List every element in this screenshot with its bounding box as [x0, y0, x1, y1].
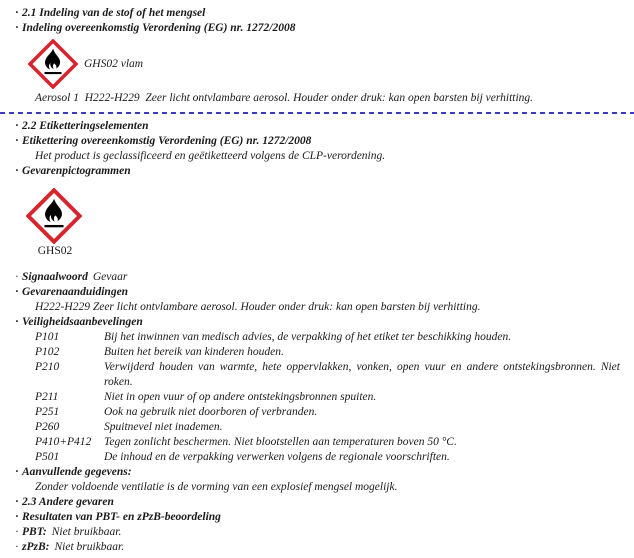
hazard-statement: H222-H229 Zeer licht ontvlambare aerosol. Houder onder druk: kan open barsten bij verhitting.: [35, 301, 481, 313]
bullet-marker: ·: [15, 466, 19, 478]
bullet-marker: ·: [15, 120, 19, 132]
additional-info-note: Zonder voldoende ventilatie is de vorming van een explosief mengsel mogelijk.: [35, 481, 398, 493]
p-code: P210: [35, 361, 60, 373]
p-text: De inhoud en de verpakking verwerken volgens de regionale voorschriften.: [104, 451, 450, 463]
p-code: P102: [35, 346, 60, 358]
section-separator-line: [0, 112, 634, 114]
bullet-marker: ·: [15, 496, 19, 508]
bullet-marker: ·: [15, 511, 19, 523]
precautionary-statement-row: [35, 450, 620, 465]
bullet-marker: ·: [15, 7, 19, 19]
bullet-marker: ·: [15, 286, 19, 298]
p-code: P501: [35, 451, 60, 463]
zpzb-label: zPzB:: [22, 541, 50, 553]
bullet-marker: ·: [15, 165, 19, 177]
p-code: P101: [35, 331, 60, 343]
section-2-1-heading: [15, 6, 620, 21]
pbt-assessment-heading: [15, 510, 620, 525]
p-text: Bij het inwinnen van medisch advies, de verpakking of het etiket ter beschikking houden.: [104, 331, 512, 343]
ghs02-pictogram-block: [26, 188, 84, 258]
classification-regulation-text: Indeling overeenkomstig Verordening (EG) nr. 1272/2008: [22, 22, 296, 34]
precautionary-statement-row: [35, 390, 620, 405]
bullet-marker: ·: [15, 22, 19, 34]
section-2-2-heading-text: 2.2 Etiketteringselementen: [22, 120, 149, 132]
p-text: Niet in open vuur of op andere ontstekingsbronnen spuiten.: [104, 391, 377, 403]
precautionary-statement-row: [35, 360, 620, 390]
classification-statement: Aerosol 1 H222-H229 Zeer licht ontvlambare aerosol. Houder onder druk: kan open barsten bij verhitting.: [35, 92, 534, 104]
section-2-2-heading: [15, 119, 620, 134]
precautionary-statement-row: [35, 435, 620, 450]
clp-note: Het product is geclassificeerd en geëtiketteerd volgens de CLP-verordening.: [35, 150, 386, 162]
p-text: Tegen zonlicht beschermen. Niet blootstellen aan temperaturen boven 50 °C.: [104, 436, 457, 448]
ghs02-pictogram-row: [22, 39, 620, 89]
signal-word-label: Signaalwoord: [22, 271, 88, 283]
p-code: P251: [35, 406, 60, 418]
p-text: Buiten het bereik van kinderen houden.: [104, 346, 284, 358]
zpzb-value: Niet bruikbaar.: [54, 541, 125, 553]
pbt-value: Niet bruikbaar.: [51, 526, 122, 538]
hazard-statements-heading-text: Gevarenaanduidingen: [22, 286, 129, 298]
precautionary-statements-heading-text: Veiligheidsaanbevelingen: [22, 316, 143, 328]
precautionary-statement-row: [35, 345, 620, 360]
section-2-1-heading-text: 2.1 Indeling van de stof of het mengsel: [22, 7, 206, 19]
hazard-statements-heading: [15, 285, 620, 300]
hazard-pictograms-heading-text: Gevarenpictogrammen: [22, 165, 131, 177]
precautionary-statement-row: [35, 405, 620, 420]
p-code: P211: [35, 391, 59, 403]
precautionary-statement-row: [35, 420, 620, 435]
precautionary-statement-row: [35, 330, 620, 345]
ghs02-pictogram-label: GHS02 vlam: [84, 57, 144, 70]
signal-word-value: Gevaar: [92, 271, 128, 283]
labelling-regulation-text: Etikettering overeenkomstig Verordening (EG) nr. 1272/2008: [22, 135, 312, 147]
p-code: P260: [35, 421, 60, 433]
additional-info-heading: [15, 465, 620, 480]
pbt-assessment-heading-text: Resultaten van PBT- en zPzB-beoordeling: [22, 511, 221, 523]
p-code: P410+P412: [35, 436, 92, 448]
ghs02-code-label: GHS02: [37, 245, 73, 257]
signal-word-row: [15, 270, 620, 285]
p-text: Verwijderd houden van warmte, hete oppervlakken, vonken, open vuur en andere ontstekingsbronnen. Niet roken.: [104, 361, 620, 388]
bullet-marker: ·: [15, 271, 19, 283]
p-text: Ook na gebruik niet doorboren of verbranden.: [104, 406, 318, 418]
ghs02-flame-icon: [28, 39, 78, 89]
labelling-regulation-heading: [15, 134, 620, 149]
section-2-3-heading: [15, 495, 620, 510]
pbt-label: PBT:: [22, 526, 47, 538]
section-2-3-heading-text: 2.3 Andere gevaren: [22, 496, 114, 508]
p-text: Spuitnevel niet inademen.: [104, 421, 223, 433]
pbt-result-row: [15, 525, 620, 540]
additional-info-heading-text: Aanvullende gegevens:: [22, 466, 132, 478]
bullet-marker: ·: [15, 135, 19, 147]
classification-regulation-heading: [15, 21, 620, 36]
ghs02-flame-icon: [26, 188, 82, 244]
zpzb-result-row: [15, 540, 620, 555]
hazard-pictograms-heading: [15, 164, 620, 179]
bullet-marker: ·: [15, 541, 19, 553]
precautionary-statements-heading: [15, 315, 620, 330]
bullet-marker: ·: [15, 316, 19, 328]
bullet-marker: ·: [15, 526, 19, 538]
